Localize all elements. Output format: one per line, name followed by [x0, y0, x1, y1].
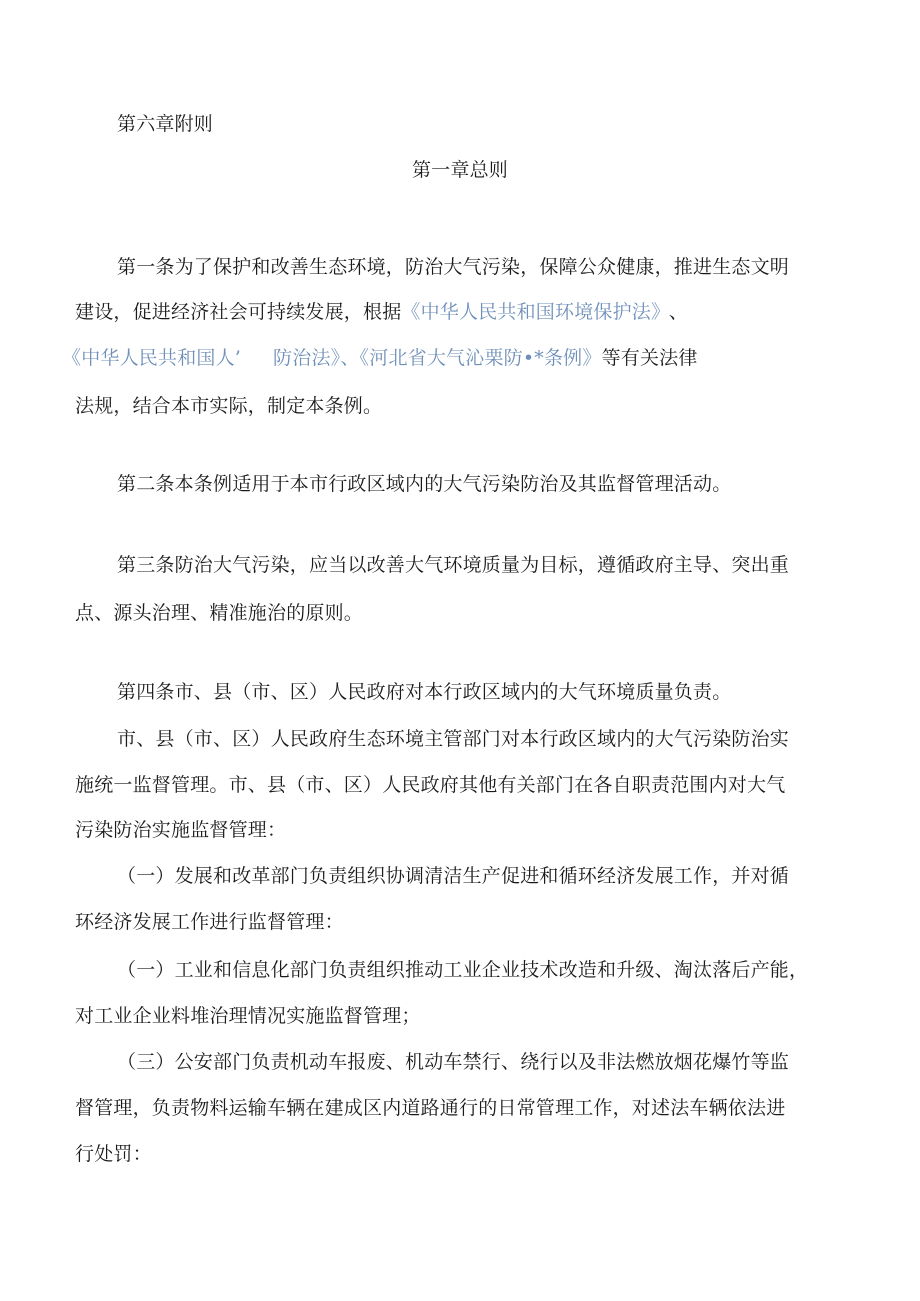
article-1-line-1: 第一条为了保护和改善生态环境，防治大气污染，保障公众健康，推进生态文明	[117, 256, 790, 278]
article-4-para-2-line-3: 污染防治实施监督管理：	[75, 819, 287, 841]
article-4-para-2-line-1: 市、县（市、区）人民政府生态环境主管部门对本行政区域内的大气污染防治实	[117, 728, 790, 750]
article-4-line-1: 第四条市、县（市、区）人民政府对本行政区域内的大气环境质量负责。	[117, 681, 732, 703]
toc-last-entry: 第六章附则	[117, 113, 214, 135]
article-3-line-2: 点、源头治理、精准施治的原则。	[75, 602, 364, 624]
item-1-line-1: （一）发展和改革部门负责组织协调清洁生产促进和循环经济发展工作，并对循	[117, 865, 790, 887]
article-1-text: 等有关法律	[601, 347, 698, 369]
punctuation: 、	[668, 301, 688, 323]
law-reference-link[interactable]: 防治法》、《河北省大气沁栗防•*条例》	[273, 347, 602, 369]
item-1-line-2: 环经济发展工作进行监督管理：	[75, 911, 344, 933]
article-1-line-2	[75, 300, 688, 324]
item-2-line-2: 对工业企业料堆治理情况实施监督管理；	[75, 1005, 421, 1027]
article-1-line-3	[62, 346, 698, 370]
article-1-line-4: 法规，结合本市实际，制定本条例。	[75, 395, 383, 417]
law-reference-link[interactable]: 《中华人民共和国环境保护法》	[401, 301, 661, 323]
item-3-line-3: 行处罚：	[75, 1143, 152, 1165]
article-4-para-2-line-2: 施统一监督管理。市、县（市、区）人民政府其他有关部门在各自职责范围内对大气	[75, 774, 786, 796]
chapter-title: 第一章总则	[411, 159, 508, 181]
article-2: 第二条本条例适用于本市行政区域内的大气污染防治及其监督管理活动。	[117, 473, 732, 495]
article-3-line-1: 第三条防治大气污染，应当以改善大气环境质量为目标，遵循政府主导、突出重	[117, 554, 790, 576]
article-1-text: 建设，促进经济社会可持续发展，根据	[75, 301, 402, 323]
item-2-line-1: （一）工业和信息化部门负责组织推动工业企业技术改造和升级、淘汰落后产能，	[117, 959, 809, 981]
item-3-line-2: 督管理，负责物料运输车辆在建成区内道路通行的日常管理工作，对述法车辆依法进	[75, 1097, 786, 1119]
item-3-line-1: （三）公安部门负责机动车报废、机动车禁行、绕行以及非法燃放烟花爆竹等监	[117, 1051, 790, 1073]
law-reference-link[interactable]: 《中华人民共和国人’	[62, 347, 242, 369]
